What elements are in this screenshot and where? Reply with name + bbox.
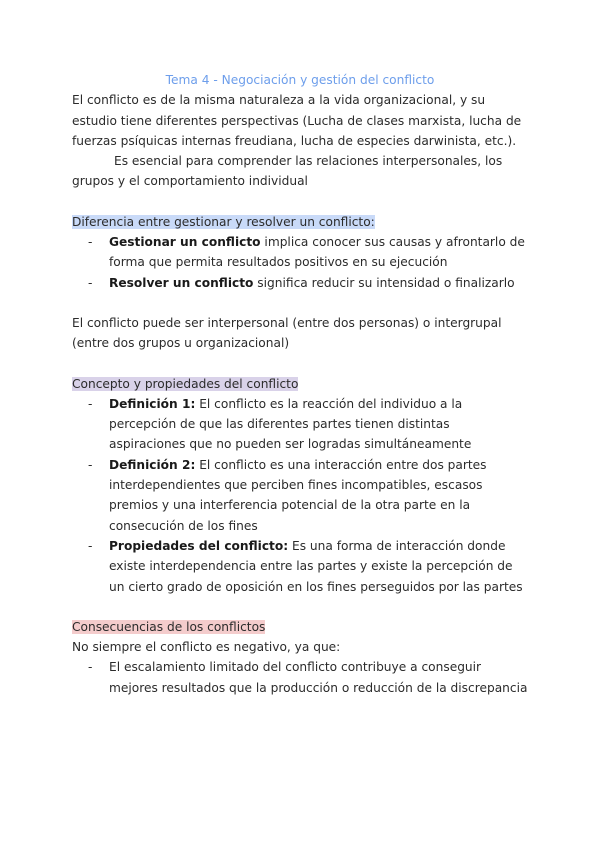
dash-bullet: - xyxy=(88,396,93,411)
list-item-term: Resolver un conflicto xyxy=(109,275,254,290)
consecuencias-intro: No siempre el conflicto es negativo, ya que: xyxy=(72,640,341,655)
list-item-text: El escalamiento limitado del conflicto contribuye a conseguir mejores resultados que la producción o reducción de la discrepancia xyxy=(109,660,528,695)
list-item xyxy=(72,455,528,536)
intro-paragraph: El conflicto es de la misma naturaleza a la vida organizacional, y su estudio tiene diferentes perspectivas (Lucha de clases marxista, lucha de fuerzas psíquicas internas freudiana, lucha de especies darwinista, etc.). xyxy=(72,93,522,148)
list-item-term: Propiedades del conflicto: xyxy=(109,538,289,553)
note-paragraph: El conflicto puede ser interpersonal (entre dos personas) o intergrupal (entre dos grupos u organizacional) xyxy=(72,315,502,351)
list-item-text: Es una forma de interacción donde existe interdependencia entre las partes y existe la percepción de un cierto grado de oposición en los fines perseguidos por las partes xyxy=(109,538,523,594)
intro-paragraph-2: Es esencial para comprender las relaciones interpersonales, los grupos y el comportamiento individual xyxy=(72,154,503,189)
list-item-text: El conflicto es la reacción del individuo a la percepción de que las diferentes partes tienen distintas aspiraciones que no pueden ser logradas simultáneamente xyxy=(109,396,472,452)
list-diferencia xyxy=(72,232,528,293)
list-concepto xyxy=(72,394,528,597)
document-page xyxy=(72,70,528,698)
section-heading-consecuencias: Consecuencias de los conflictos xyxy=(72,619,266,634)
list-item xyxy=(72,232,528,273)
list-item-term: Definición 1: xyxy=(109,396,196,411)
dash-bullet: - xyxy=(88,235,93,250)
list-item-text: significa reducir su intensidad o finalizarlo xyxy=(253,275,515,290)
list-item xyxy=(72,394,528,455)
list-item xyxy=(72,657,528,698)
section-heading-concepto: Concepto y propiedades del conflicto xyxy=(72,376,299,391)
list-item xyxy=(72,536,528,597)
section-heading-diferencia: Diferencia entre gestionar y resolver un conflicto: xyxy=(72,214,375,229)
dash-bullet: - xyxy=(88,275,93,290)
list-item-term: Gestionar un conflicto xyxy=(109,235,261,250)
list-consecuencias xyxy=(72,657,528,698)
list-item xyxy=(72,273,528,293)
dash-bullet: - xyxy=(88,457,93,472)
list-item-text: El conflicto es una interacción entre dos partes interdependientes que perciben fines incompatibles, escasos premios y una interferencia potencial de la otra parte en la consecución de los fines xyxy=(109,457,487,533)
page-title: Tema 4 - Negociación y gestión del conflicto xyxy=(165,73,435,87)
list-item-text: implica conocer sus causas y afrontarlo de forma que permita resultados positivos en su ejecución xyxy=(109,235,525,270)
dash-bullet: - xyxy=(88,660,93,675)
dash-bullet: - xyxy=(88,538,93,553)
list-item-term: Definición 2: xyxy=(109,457,196,472)
